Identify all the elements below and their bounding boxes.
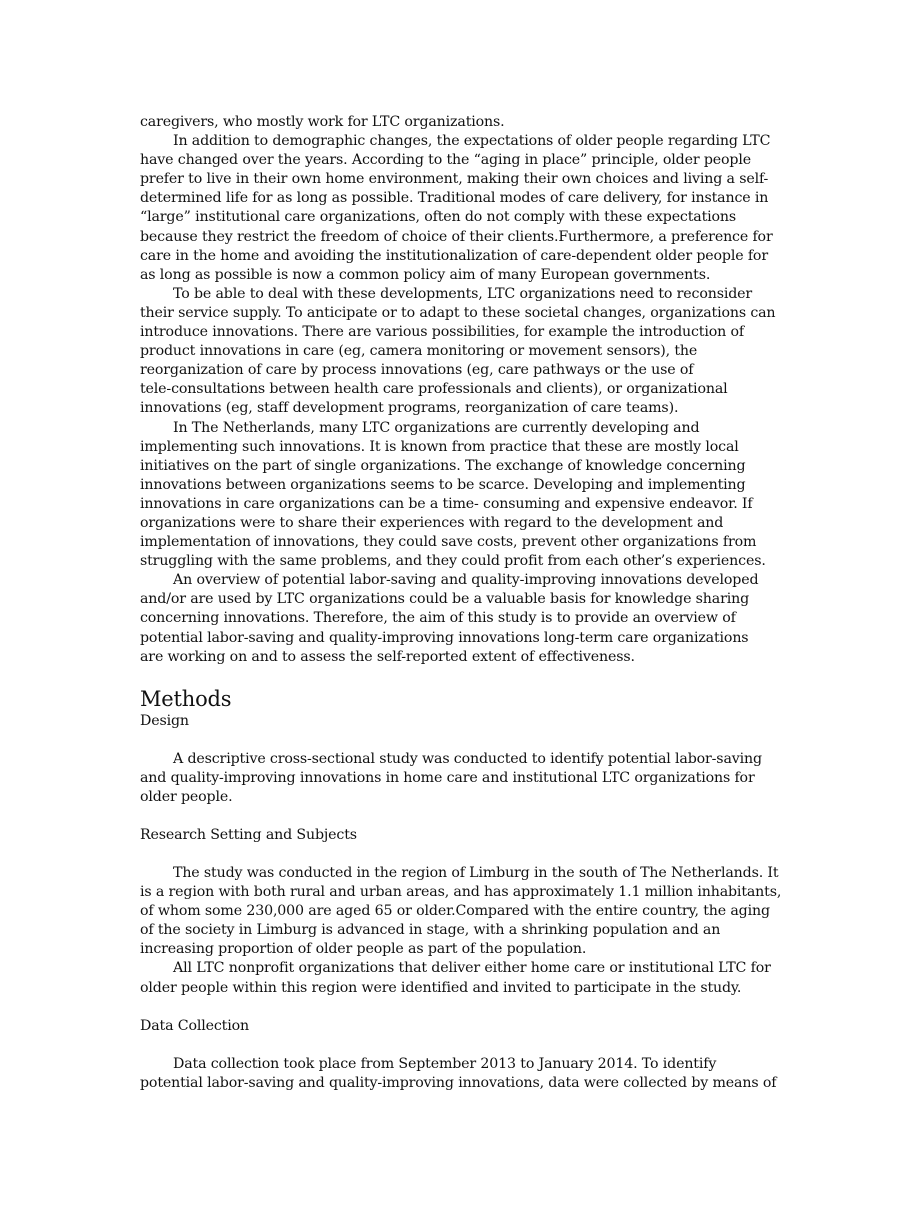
text-line: innovations (eg, staff development programs, reorganization of care teams). [140, 400, 679, 417]
text-line: product innovations in care (eg, camera monitoring or movement sensors), the [140, 343, 698, 360]
paragraph-0 [140, 113, 772, 132]
text-line: The study was conducted in the region of Limburg in the south of The Netherlands. It [173, 865, 779, 881]
methods-section [140, 686, 782, 1093]
spacer [140, 807, 772, 826]
text-line: A descriptive cross-sectional study was conducted to identify potential labor-saving [173, 750, 762, 767]
text-line: care in the home and avoiding the institutionalization of care-dependent older people for [140, 247, 768, 264]
intro-section [140, 113, 776, 667]
data-collection-heading: Data Collection [140, 1017, 249, 1034]
text-line: initiatives on the part of single organizations. The exchange of knowledge concerning [140, 457, 746, 474]
methods-heading: Methods [140, 686, 232, 711]
spacer [140, 1036, 772, 1055]
paragraph-1 [140, 132, 772, 285]
design-paragraph [140, 750, 772, 807]
text-line: their service supply. To anticipate or to adapt to these societal changes, organizations can [140, 304, 776, 321]
text-line: innovations between organizations seems to be scarce. Developing and implementing [140, 476, 746, 493]
text-line: “large” institutional care organizations, often do not comply with these expectations [140, 209, 737, 226]
text-line: In addition to demographic changes, the expectations of older people regarding LTC [173, 133, 771, 150]
text-line: is a region with both rural and urban areas, and has approximately 1.1 million inhabitants, [140, 884, 782, 901]
text-line: In The Netherlands, many LTC organizations are currently developing and [173, 419, 700, 436]
text-line: prefer to live in their own home environment, making their own choices and living a self- [140, 171, 769, 188]
text-line: To be able to deal with these developments, LTC organizations need to reconsider [173, 285, 753, 302]
text-line: potential labor-saving and quality-improving innovations, data were collected by means of [140, 1074, 777, 1091]
text-line: innovations in care organizations can be a time- consuming and expensive endeavor. If [140, 495, 753, 512]
spacer [140, 998, 772, 1017]
text-line: An overview of potential labor-saving and quality-improving innovations developed [173, 572, 759, 589]
text-line: increasing proportion of older people as part of the population. [140, 941, 587, 958]
spacer [140, 845, 772, 864]
data-collection-paragraph [140, 1055, 777, 1093]
text-line: All LTC nonprofit organizations that deliver either home care or institutional LTC for [173, 960, 771, 977]
paragraph-4 [140, 571, 772, 666]
text-line: are working on and to assess the self-reported extent of effectiveness. [140, 648, 635, 665]
text-line: organizations were to share their experiences with regard to the development and [140, 514, 724, 531]
paragraph-2 [140, 285, 776, 419]
text-line: implementation of innovations, they could save costs, prevent other organizations from [140, 534, 757, 551]
spacer [140, 731, 772, 750]
text-line: determined life for as long as possible. Traditional modes of care delivery, for instance in [140, 190, 769, 207]
text-line: have changed over the years. According to the “aging in place” principle, older people [140, 152, 751, 169]
text-line: caregivers, who mostly work for LTC organizations. [140, 114, 505, 130]
text-line: potential labor-saving and quality-improving innovations long-term care organizations [140, 629, 749, 646]
text-line: Data collection took place from September 2013 to January 2014. To identify [173, 1055, 717, 1072]
text-line: concerning innovations. Therefore, the aim of this study is to provide an overview of [140, 610, 736, 627]
research-setting-paragraph-2 [140, 959, 772, 997]
research-setting-heading: Research Setting and Subjects [140, 827, 357, 843]
text-line: and/or are used by LTC organizations could be a valuable basis for knowledge sharing [140, 591, 750, 608]
text-line: introduce innovations. There are various possibilities, for example the introduction of [140, 324, 744, 341]
research-setting-paragraph-1 [140, 864, 782, 959]
text-line: because they restrict the freedom of choice of their clients.Furthermore, a preference for [140, 228, 773, 245]
text-line: older people. [140, 788, 233, 805]
text-line: implementing such innovations. It is known from practice that these are mostly local [140, 438, 739, 455]
paragraph-3 [140, 419, 772, 572]
text-line: struggling with the same problems, and they could profit from each other’s experiences. [140, 553, 766, 570]
text-line: of whom some 230,000 are aged 65 or older.Compared with the entire country, the aging [140, 903, 770, 920]
text-line: tele-consultations between health care professionals and clients), or organizational [140, 381, 728, 398]
text-line: as long as possible is now a common policy aim of many European governments. [140, 266, 711, 283]
design-heading: Design [140, 712, 189, 729]
document-page [140, 113, 782, 1093]
text-line: and quality-improving innovations in home care and institutional LTC organizations for [140, 769, 755, 786]
text-line: reorganization of care by process innovations (eg, care pathways or the use of [140, 362, 694, 379]
text-line: of the society in Limburg is advanced in stage, with a shrinking population and an [140, 922, 721, 939]
text-line: older people within this region were identified and invited to participate in the study. [140, 979, 742, 996]
